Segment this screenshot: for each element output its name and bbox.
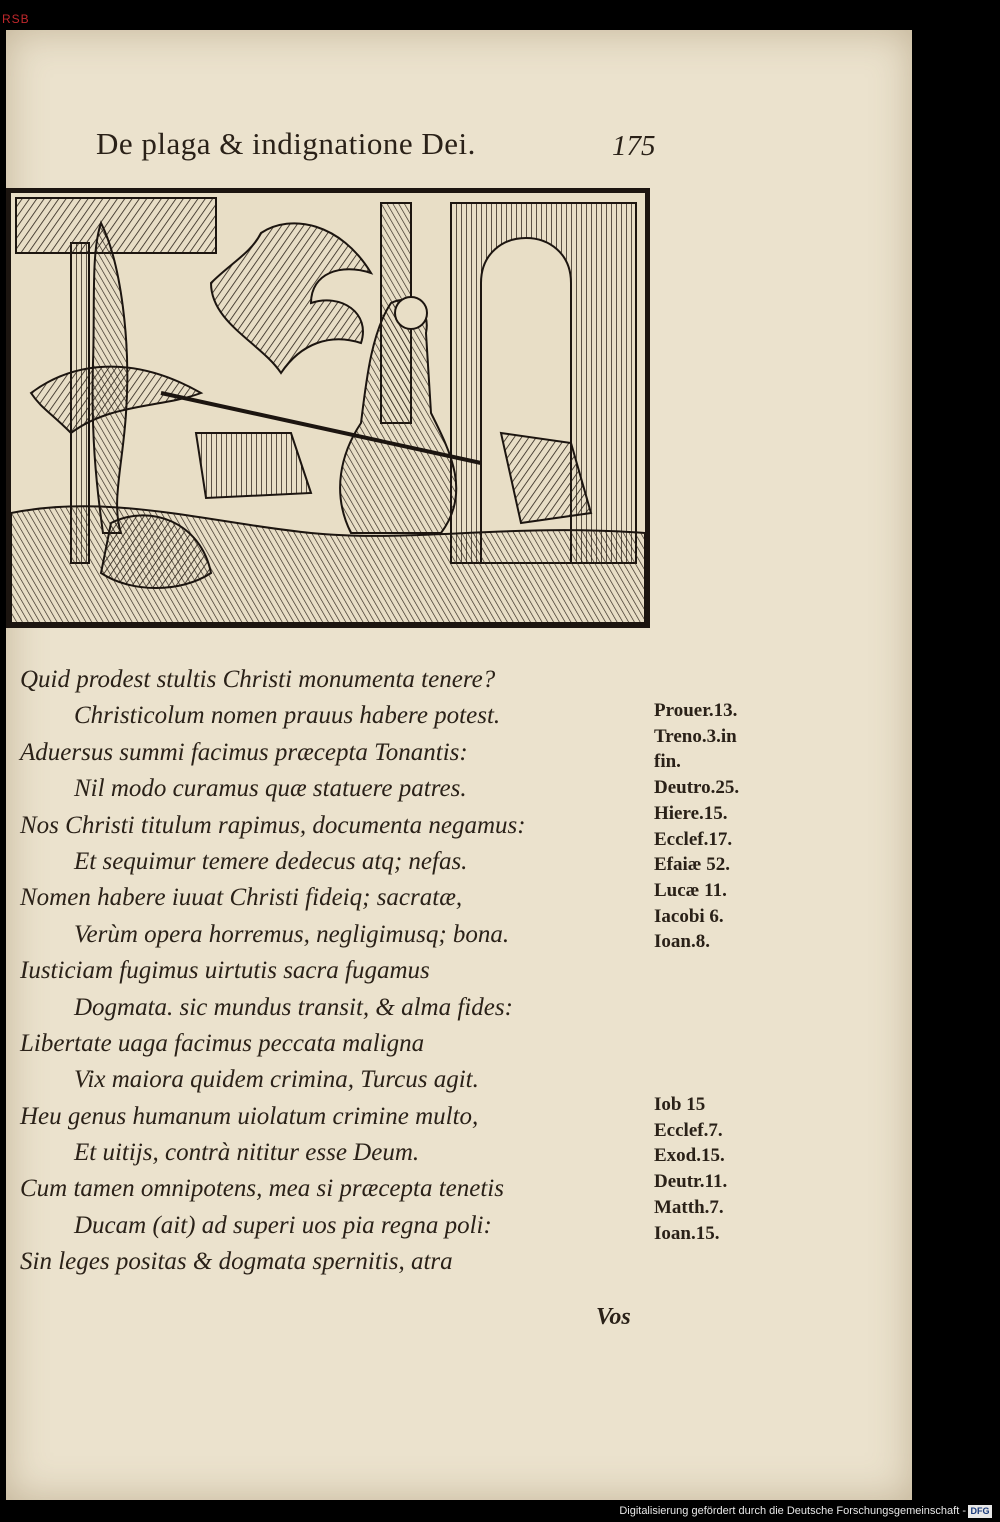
woodcut-image	[11, 193, 645, 623]
verse-line: Libertate uaga facimus peccata maligna	[20, 1029, 425, 1057]
catchword: Vos	[596, 1304, 631, 1330]
running-head: De plaga & indignatione Dei.	[96, 126, 476, 161]
verse-line: Heu genus humanum uiolatum crimine multo,	[20, 1102, 479, 1130]
verse-line: Aduersus summi facimus præcepta Tonantis:	[20, 738, 468, 766]
marginal-note: Exod.15.	[654, 1145, 725, 1167]
digitization-credit: Digitalisierung gefördert durch die Deutsche Forschungsgemeinschaft -	[619, 1505, 966, 1517]
marginal-note: Iob 15	[654, 1094, 706, 1115]
verse-line: Verùm opera horremus, negligimusq; bona.	[74, 920, 510, 948]
page-number: 175	[612, 130, 656, 162]
marginal-note: Iacobi 6.	[654, 905, 724, 927]
marginal-note: Treno.3.in	[654, 725, 737, 747]
verse-line: Ducam (ait) ad superi uos pia regna poli:	[74, 1211, 492, 1239]
marginal-note: Prouer.13.	[654, 700, 738, 721]
marginal-references	[654, 1092, 804, 1246]
marginal-note: Deutr.11.	[654, 1171, 728, 1193]
marginal-note: Ioan.15.	[654, 1222, 720, 1244]
verse-line: Nos Christi titulum rapimus, documenta negamus:	[20, 811, 526, 839]
verse-line: Et sequimur temere dedecus atq; nefas.	[74, 847, 468, 875]
marginal-note: Efaiæ 52.	[654, 854, 730, 876]
book-page	[6, 30, 912, 1500]
marginal-references	[654, 698, 804, 955]
library-mark: RSB	[2, 12, 30, 26]
verse-line: Sin leges positas & dogmata spernitis, atra	[20, 1248, 453, 1276]
verse-text	[20, 662, 620, 1281]
marginal-note: Ecclef.17.	[654, 828, 733, 850]
marginal-note: Ioan.8.	[654, 931, 710, 953]
verse-line: Cum tamen omnipotens, mea si præcepta tenetis	[20, 1175, 504, 1203]
marginal-note: Deutro.25.	[654, 777, 740, 799]
verse-line: Iusticiam fugimus uirtutis sacra fugamus	[20, 957, 430, 985]
verse-line: Christicolum nomen prauus habere potest.	[74, 702, 501, 730]
marginal-note: fin.	[654, 751, 681, 773]
verse-line: Nomen habere iuuat Christi fideiq; sacratæ,	[20, 884, 463, 912]
verse-line: Dogmata. sic mundus transit, & alma fides:	[74, 993, 513, 1021]
verse-line: Et uitijs, contrà nititur esse Deum.	[74, 1139, 420, 1167]
marginal-note: Ecclef.7.	[654, 1119, 723, 1141]
verse-line: Quid prodest stultis Christi monumenta tenere?	[20, 666, 496, 693]
woodcut-illustration	[6, 188, 650, 628]
marginal-note: Hiere.15.	[654, 802, 728, 824]
verse-line: Nil modo curamus quæ statuere patres.	[74, 775, 467, 803]
dfg-logo: DFG	[968, 1505, 992, 1518]
verse-line: Vix maiora quidem crimina, Turcus agit.	[74, 1066, 479, 1094]
marginal-note: Matth.7.	[654, 1196, 724, 1218]
marginal-note: Lucæ 11.	[654, 879, 727, 901]
